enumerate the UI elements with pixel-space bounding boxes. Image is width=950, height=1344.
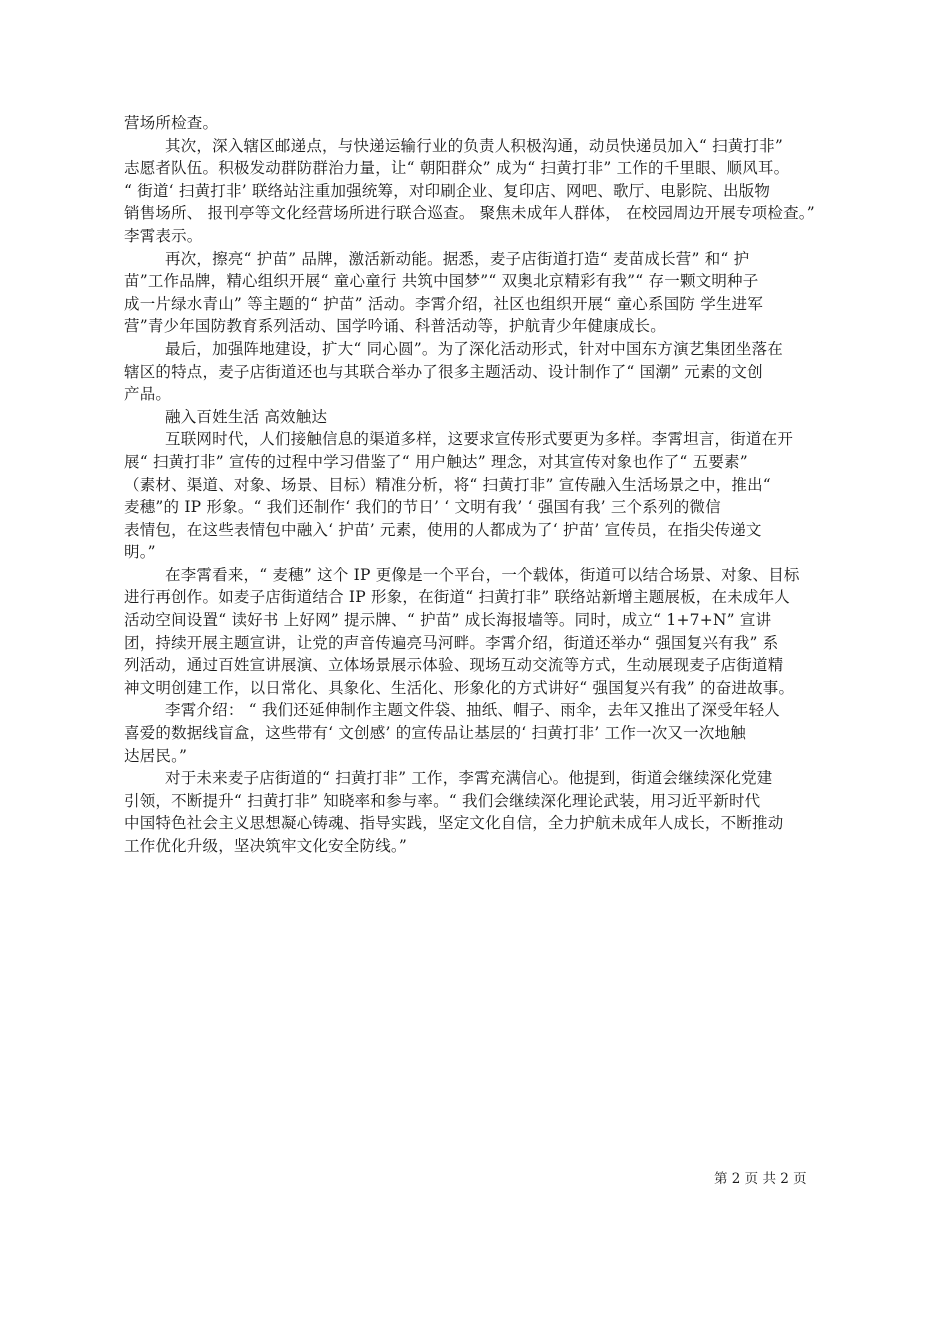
text-line: 进行再创作。如麦子店街道结合 IP 形象，在街道“ 扫黄打非” 联络站新增主题展板，在未成年人 — [124, 588, 791, 607]
text-line: 最后，加强阵地建设，扩大“ 同心圆”。为了深化活动形式，针对中国东方演艺集团坐落在 — [124, 339, 783, 358]
text-line: 神文明创建工作，以日常化、具象化、生活化、形象化的方式讲好“ 强国复兴有我” 的奋进故事。 — [124, 678, 795, 697]
text-line: 辖区的特点，麦子店街道还也与其联合举办了很多主题活动、设计制作了“ 国潮” 元素的文创 — [124, 362, 763, 381]
text-line: 营”青少年国防教育系列活动、国学吟诵、科普活动等，护航青少年健康成长。 — [124, 317, 666, 336]
text-line: 喜爱的数据线盲盒，这些带有‘ 文创感’ 的宣传品让基层的‘ 扫黄打非’ 工作一次又一次地触 — [124, 724, 746, 743]
text-line: 产品。 — [124, 385, 172, 404]
text-line: 工作优化升级，坚决筑牢文化安全防线。” — [124, 837, 407, 855]
text-line: 团，持续开展主题宣讲，让党的声音传遍亮马河畔。李霄介绍，街道还举办“ 强国复兴有我” 系 — [124, 633, 779, 652]
text-line: （素材、渠道、对象、场景、目标）精准分析，将“ 扫黄打非” 宣传融入生活场景之中，推出“ — [124, 475, 771, 494]
text-line: 李霄表示。 — [124, 226, 203, 245]
text-line: 中国特色社会主义思想凝心铸魂、指导实践，坚定文化自信，全力护航未成年人成长，不断推动 — [124, 814, 784, 833]
text-line: 列活动，通过百姓宣讲展演、立体场景展示体验、现场互动交流等方式，生动展现麦子店街道精 — [124, 656, 784, 675]
section-heading: 融入百姓生活 高效触达 — [124, 407, 328, 426]
text-line: 苗”工作品牌，精心组织开展“ 童心童行 共筑中国梦”“ 双奥北京精彩有我”“ 存一颗文明种子 — [124, 272, 759, 291]
text-line: 引领，不断提升“ 扫黄打非” 知晓率和参与率。“ 我们会继续深化理论武装，用习近平新时代 — [124, 791, 761, 810]
text-line: 销售场所、 报刊亭等文化经营场所进行联合巡查。 聚焦未成年人群体， 在校园周边开展专项检查。” — [124, 204, 815, 223]
text-line: 志愿者队伍。积极发动群防群治力量，让“ 朝阳群众” 成为“ 扫黄打非” 工作的千里眼、顺风耳。 — [124, 159, 790, 178]
text-line: 其次，深入辖区邮递点，与快递运输行业的负责人积极沟通，动员快递员加入“ 扫黄打非” — [124, 136, 783, 155]
text-line: 表情包，在这些表情包中融入‘ 护苗’ 元素，使用的人都成为了‘ 护苗’ 宣传员，在指尖传递文 — [124, 520, 762, 539]
page-number-footer: 第 2 页 共 2 页 — [714, 1171, 807, 1187]
text-line: 成一片绿水青山” 等主题的“ 护苗” 活动。李霄介绍，社区也组织开展“ 童心系国防 学生进军 — [124, 294, 764, 313]
text-line: 互联网时代，人们接触信息的渠道多样，这要求宣传形式要更为多样。李霄坦言，街道在开 — [124, 430, 794, 449]
text-line: 对于未来麦子店街道的“ 扫黄打非” 工作，李霄充满信心。他提到，街道会继续深化党建 — [124, 769, 773, 788]
text-line: 明。” — [124, 543, 156, 562]
text-line: 营场所检查。 — [124, 114, 219, 132]
text-line: 展“ 扫黄打非” 宣传的过程中学习借鉴了“ 用户触达” 理念，对其宣传对象也作了“ 五要素” — [124, 452, 748, 471]
article-body — [124, 112, 846, 858]
text-line: 活动空间设置“ 读好书 上好网” 提示牌、“ 护苗” 成长海报墙等。同时，成立“ 1+7+N” 宣讲 — [124, 611, 772, 630]
text-line: 在李霄看来，“ 麦穗” 这个 IP 更像是一个平台，一个载体，街道可以结合场景、对象、目标 — [124, 565, 800, 584]
text-line: 达居民。” — [124, 746, 188, 765]
text-line: 李霄介绍： “ 我们还延伸制作主题文件袋、抽纸、帽子、雨伞，去年又推出了深受年轻人 — [124, 701, 780, 720]
text-line: 再次，擦亮“ 护苗” 品牌，激活新动能。据悉，麦子店街道打造“ 麦苗成长营” 和“ 护 — [124, 249, 750, 268]
text-line: “ 街道‘ 扫黄打非’ 联络站注重加强统筹，对印刷企业、复印店、网吧、歌厅、电影院、出版物 — [124, 181, 771, 200]
text-line: 麦穗”的 IP 形象。“ 我们还制作‘ 我们的节日’ ‘ 文明有我’ ‘ 强国有我’ 三个系列的微信 — [124, 498, 721, 517]
